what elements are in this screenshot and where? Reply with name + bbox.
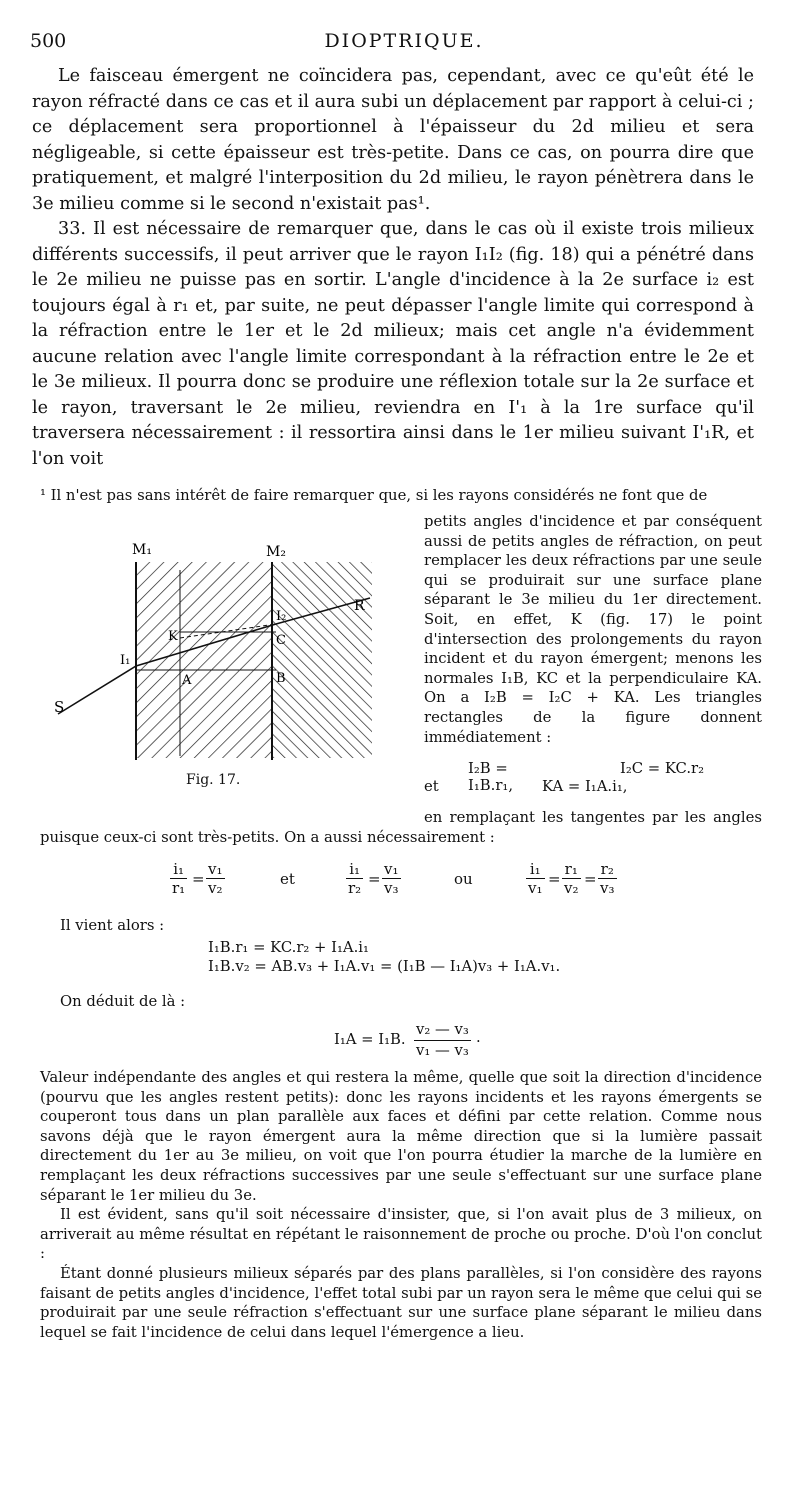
final-equation bbox=[334, 1020, 534, 1060]
footnote-right-text: petits angles d'incidence et par conséquent aussi de petits angles de réfraction, on peut remplacer les deux réfractions par une seule qui se produirait sur une surface plane séparant le 3e milieu du 1er directement. Soit, en effet, K (fig. 17) le point d'intersection des prolongements du rayon incident et du rayon émergent; menons les normales I₁B, KC et la perpendiculaire KA. On a I₂B = I₂C + KA. Les triangles rectangles de la figure donnent immédiatement : bbox=[424, 513, 762, 746]
footnote-continue bbox=[40, 808, 762, 847]
paragraph-1: Le faisceau émergent ne coïncidera pas, cependant, avec ce qu'eût été le rayon réfracté dans ce cas et il aura subi un déplacement par rapport à celui-ci ; ce déplacement sera proportionnel à l'épaisseur du 2d milieu et sera négligeable, si cette épaisseur est très-petite. Dans ce cas, on pourra dire que pratiquement, et malgré l'interposition du 2d milieu, le rayon pénètrera dans le 3e milieu comme si le second n'existait pas¹. bbox=[32, 66, 754, 214]
valeur-paragraph: Valeur indépendante des angles et qui restera la même, quelle que soit la direction d'incidence (pourvu que les angles restent petits): donc les rayons incidents et les rayons émergents se couperont tous dans un plan parallèle aux faces et défini par cette relation. Comme nous savons déjà que le rayon émergent aura la même direction que si la lumière passait directement du 1er au 3e milieu, on voit que l'on pourra étudier la marche de la lumière en remplaçant les deux réfractions successives par une seule s'effectuant sur une surface plane séparant le 1er milieu du 3e. bbox=[40, 1069, 762, 1204]
label-i1: I₁ bbox=[120, 653, 131, 668]
footnote-conclusion bbox=[40, 1068, 762, 1342]
label-b: B bbox=[276, 671, 286, 686]
fraction-et: et bbox=[280, 870, 295, 888]
equation-2: I₁B.v₂ = AB.v₃ + I₁A.v₁ = (I₁B — I₁A)v₃ + I₁A.v₁. bbox=[208, 958, 561, 975]
formula-et: et bbox=[424, 778, 439, 795]
fraction-3-right: $\frac{\text{r₂}}{\text{v₃}}$ bbox=[600, 860, 615, 897]
fraction-equations: $\frac{\text{i₁}}{\text{r₁}}$ = $\frac{\text{v₁}}{\text{v₂}}$ et $\frac{\text{i₁}}{\text{r₂}}$ = $\frac{\text{v₁}}{\text{v₃}}$ ou $\frac{\text{i₁}}{\text{v₁}}$ = $\frac{\text{r₁}}{\text{v₂}}$ = $\frac{\text{r₂}}{\text{v₃}}$ bbox=[172, 860, 615, 897]
formula-ka: KA = I₁A.i₁, bbox=[542, 778, 628, 795]
label-c: C bbox=[276, 633, 286, 648]
incident-ray bbox=[58, 666, 136, 714]
formula-i2c: I₂C = KC.r₂ bbox=[620, 760, 705, 777]
on-deduit-label: On déduit de là : bbox=[60, 993, 186, 1010]
final-equation-left: I₁A = I₁B. bbox=[334, 1031, 406, 1048]
fraction-1-right: $\frac{\text{v₁}}{\text{v₂}}$ bbox=[208, 860, 223, 897]
fraction-3-mid: $\frac{\text{r₁}}{\text{v₂}}$ bbox=[564, 860, 579, 897]
label-k: K bbox=[168, 629, 178, 644]
running-title: DIOPTRIQUE. bbox=[324, 30, 484, 52]
fraction-ou: ou bbox=[454, 870, 473, 888]
label-i2: I₂ bbox=[276, 609, 287, 624]
final-dot: . bbox=[476, 1029, 481, 1046]
footnote-first-line: ¹ Il n'est pas sans intérêt de faire remarquer que, si les rayons considérés ne font que de bbox=[40, 487, 708, 504]
footnote-right-column bbox=[424, 512, 762, 747]
etant-paragraph: Étant donné plusieurs milieux séparés par des plans parallèles, si l'on considère des rayons faisant de petits angles d'incidence, l'effet total subi par un rayon sera le même que celui qui se produirait par une seule réfraction s'effectuant sur une surface plane séparant le milieu dans lequel se fait l'incidence de celui dans lequel l'émergence a lieu. bbox=[40, 1264, 762, 1341]
fraction-1-left: $\frac{\text{i₁}}{\text{r₁}}$ bbox=[172, 860, 186, 897]
label-m1: M₁ bbox=[132, 542, 152, 558]
final-fraction: $\frac{\text{v₂ — v₃}}{\text{v₁ — v₃}}$ bbox=[416, 1021, 469, 1059]
label-m2: M₂ bbox=[266, 544, 286, 560]
formula-i2b: I₂B = I₁B.r₁, bbox=[468, 760, 514, 794]
fraction-3-left: $\frac{\text{i₁}}{\text{v₁}}$ bbox=[528, 860, 543, 897]
refraction-diagram bbox=[44, 540, 398, 780]
fraction-2-left: $\frac{\text{i₁}}{\text{r₂}}$ bbox=[348, 860, 362, 897]
paragraph-2-section-33: 33. Il est nécessaire de remarquer que, dans le cas où il existe trois milieux différents successifs, il peut arriver que le rayon I₁I₂ (fig. 18) qui a pénétré dans le 2e milieu ne puisse pas en sortir. L'angle d'incidence à la 2e surface i₂ est toujours égal à r₁ et, par suite, ne peut dépasser l'angle limite qui correspond à la réfraction entre le 1er et le 2d milieux; mais cet angle n'a évidemment aucune relation avec l'angle limite correspondant à la réfraction entre le 2e et le 3e milieux. Il pourra donc se produire une réflexion totale sur la 2e surface et le rayon, traversant le 2e milieu, reviendra en I'₁ à la 1re surface qu'il traversera nécessairement : il ressortira ainsi dans le 1er milieu suivant I'₁R, et l'on voit bbox=[32, 219, 754, 469]
main-text bbox=[32, 64, 754, 472]
evident-paragraph: Il est évident, sans qu'il soit nécessaire d'insister, que, si l'on avait plus de 3 milieux, on arriverait au même résultat en répétant le raisonnement de proche ou proche. D'où l'on conclut : bbox=[40, 1206, 762, 1263]
label-a: A bbox=[182, 673, 192, 688]
label-s: S bbox=[54, 698, 65, 716]
figure-caption: Fig. 17. bbox=[186, 772, 241, 788]
label-r: R bbox=[354, 598, 365, 614]
page-number: 500 bbox=[30, 30, 67, 52]
il-vient-label: Il vient alors : bbox=[60, 917, 165, 934]
third-medium bbox=[272, 562, 372, 758]
footnote-continue-text: en remplaçant les tangentes par les angles puisque ceux-ci sont très-petits. On a aussi nécessairement : bbox=[40, 809, 762, 846]
page-header bbox=[30, 30, 778, 56]
footnote-lead bbox=[40, 486, 762, 506]
fraction-2-right: $\frac{\text{v₁}}{\text{v₃}}$ bbox=[384, 860, 399, 897]
figure-17 bbox=[44, 540, 398, 840]
equation-1: I₁B.r₁ = KC.r₂ + I₁A.i₁ bbox=[208, 939, 369, 956]
